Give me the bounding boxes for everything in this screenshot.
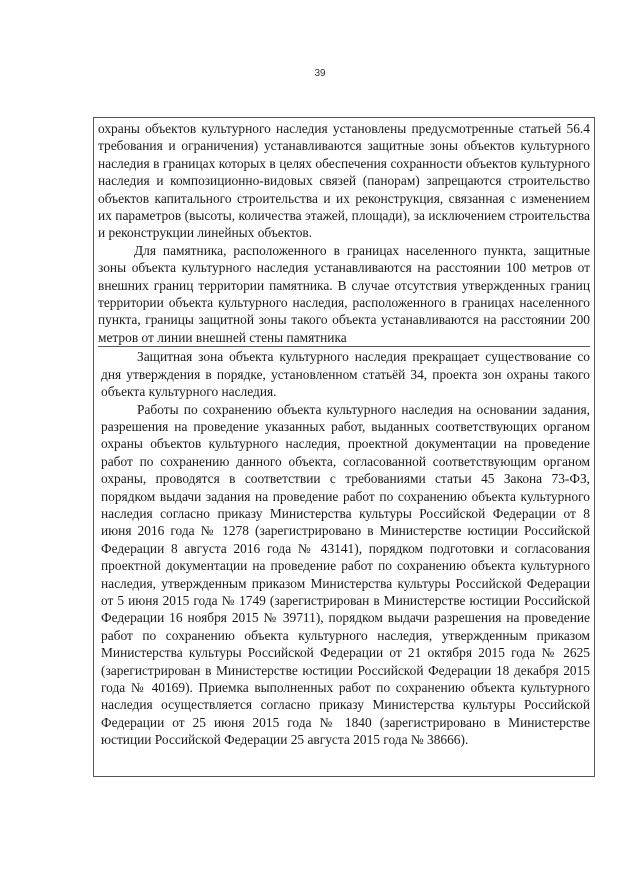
paragraph-zone-termination: Защитная зона объекта культурного наследия прекращает существование со дня утверждения в порядке, установленном статьёй 34, проекта зон охраны такого объекта культурного наследия. bbox=[98, 346, 590, 400]
paragraph-preservation-works: Работы по сохранению объекта культурного наследия на основании задания, разрешения на проведение указанных работ, выданных соответствующих органом охраны объектов культурного наследия, проектной документации на проведение работ по сохранению данного объекта, согласованной соответствующим органом охраны, проводятся в соответствии с требованиями статьи 45 Закона 73-ФЗ, порядком выдачи задания на проведение работ по сохранению объекта культурного наследия согласно приказу Министерства культуры Российской Федерации от 8 июня 2016 года № 1278 (зарегистрировано в Министерстве юстиции Российской Федерации 8 августа 2016 года № 43141), порядком подготовки и согласования проектной документации на проведение работ по сохранению объекта культурного наследия, утвержденным приказом Министерства культуры Российской Федерации от 5 июня 2015 года № 1749 (зарегистрирован в Министерстве юстиции Российской Федерации 16 ноября 2015 № 39711), порядком выдачи разрешения на проведение работ по сохранению объекта культурного наследия, утвержденным приказом Министерства культуры Российской Федерации от 21 октября 2015 года № 2625 (зарегистрирован в Министерстве юстиции Российской Федерации 18 декабря 2015 года № 40169). Приемка выполненных работ по сохранению объекта культурного наследия осуществляется согласно приказу Министерства культуры Российской Федерации от 25 июня 2015 года № 1840 (зарегистрировано в Министерстве юстиции Российской Федерации 25 августа 2015 года № 38666). bbox=[101, 401, 590, 748]
paragraph-protection-zones: охраны объектов культурного наследия установлены предусмотренные статьей 56.4 требования и ограничения) устанавливаются защитные зоны объектов культурного наследия в границах которых в целях обеспечения сохранности объектов культурного наследия и композиционно-видовых связей (панорам) запрещаются строительство объектов капитального строительства и их реконструкция, связанная с изменением их параметров (высоты, количества этажей, площади), за исключением строительства и реконструкции линейных объектов. bbox=[98, 121, 590, 241]
paragraph-settlement-monument-zones: Для памятника, расположенного в границах населенного пункта, защитные зоны объекта культурного наследия устанавливаются на расстоянии 100 метров от внешних границ территории памятника. В случае отсутствия утвержденных границ территории объекта культурного наследия, расположенного в границах населенного пункта, границы защитной зоны такого объекта устанавливаются на расстоянии 200 метров от линии внешней стены памятника bbox=[98, 242, 590, 345]
page-number: 39 bbox=[314, 68, 326, 79]
document-body-frame bbox=[93, 117, 595, 777]
document-text bbox=[98, 120, 590, 749]
